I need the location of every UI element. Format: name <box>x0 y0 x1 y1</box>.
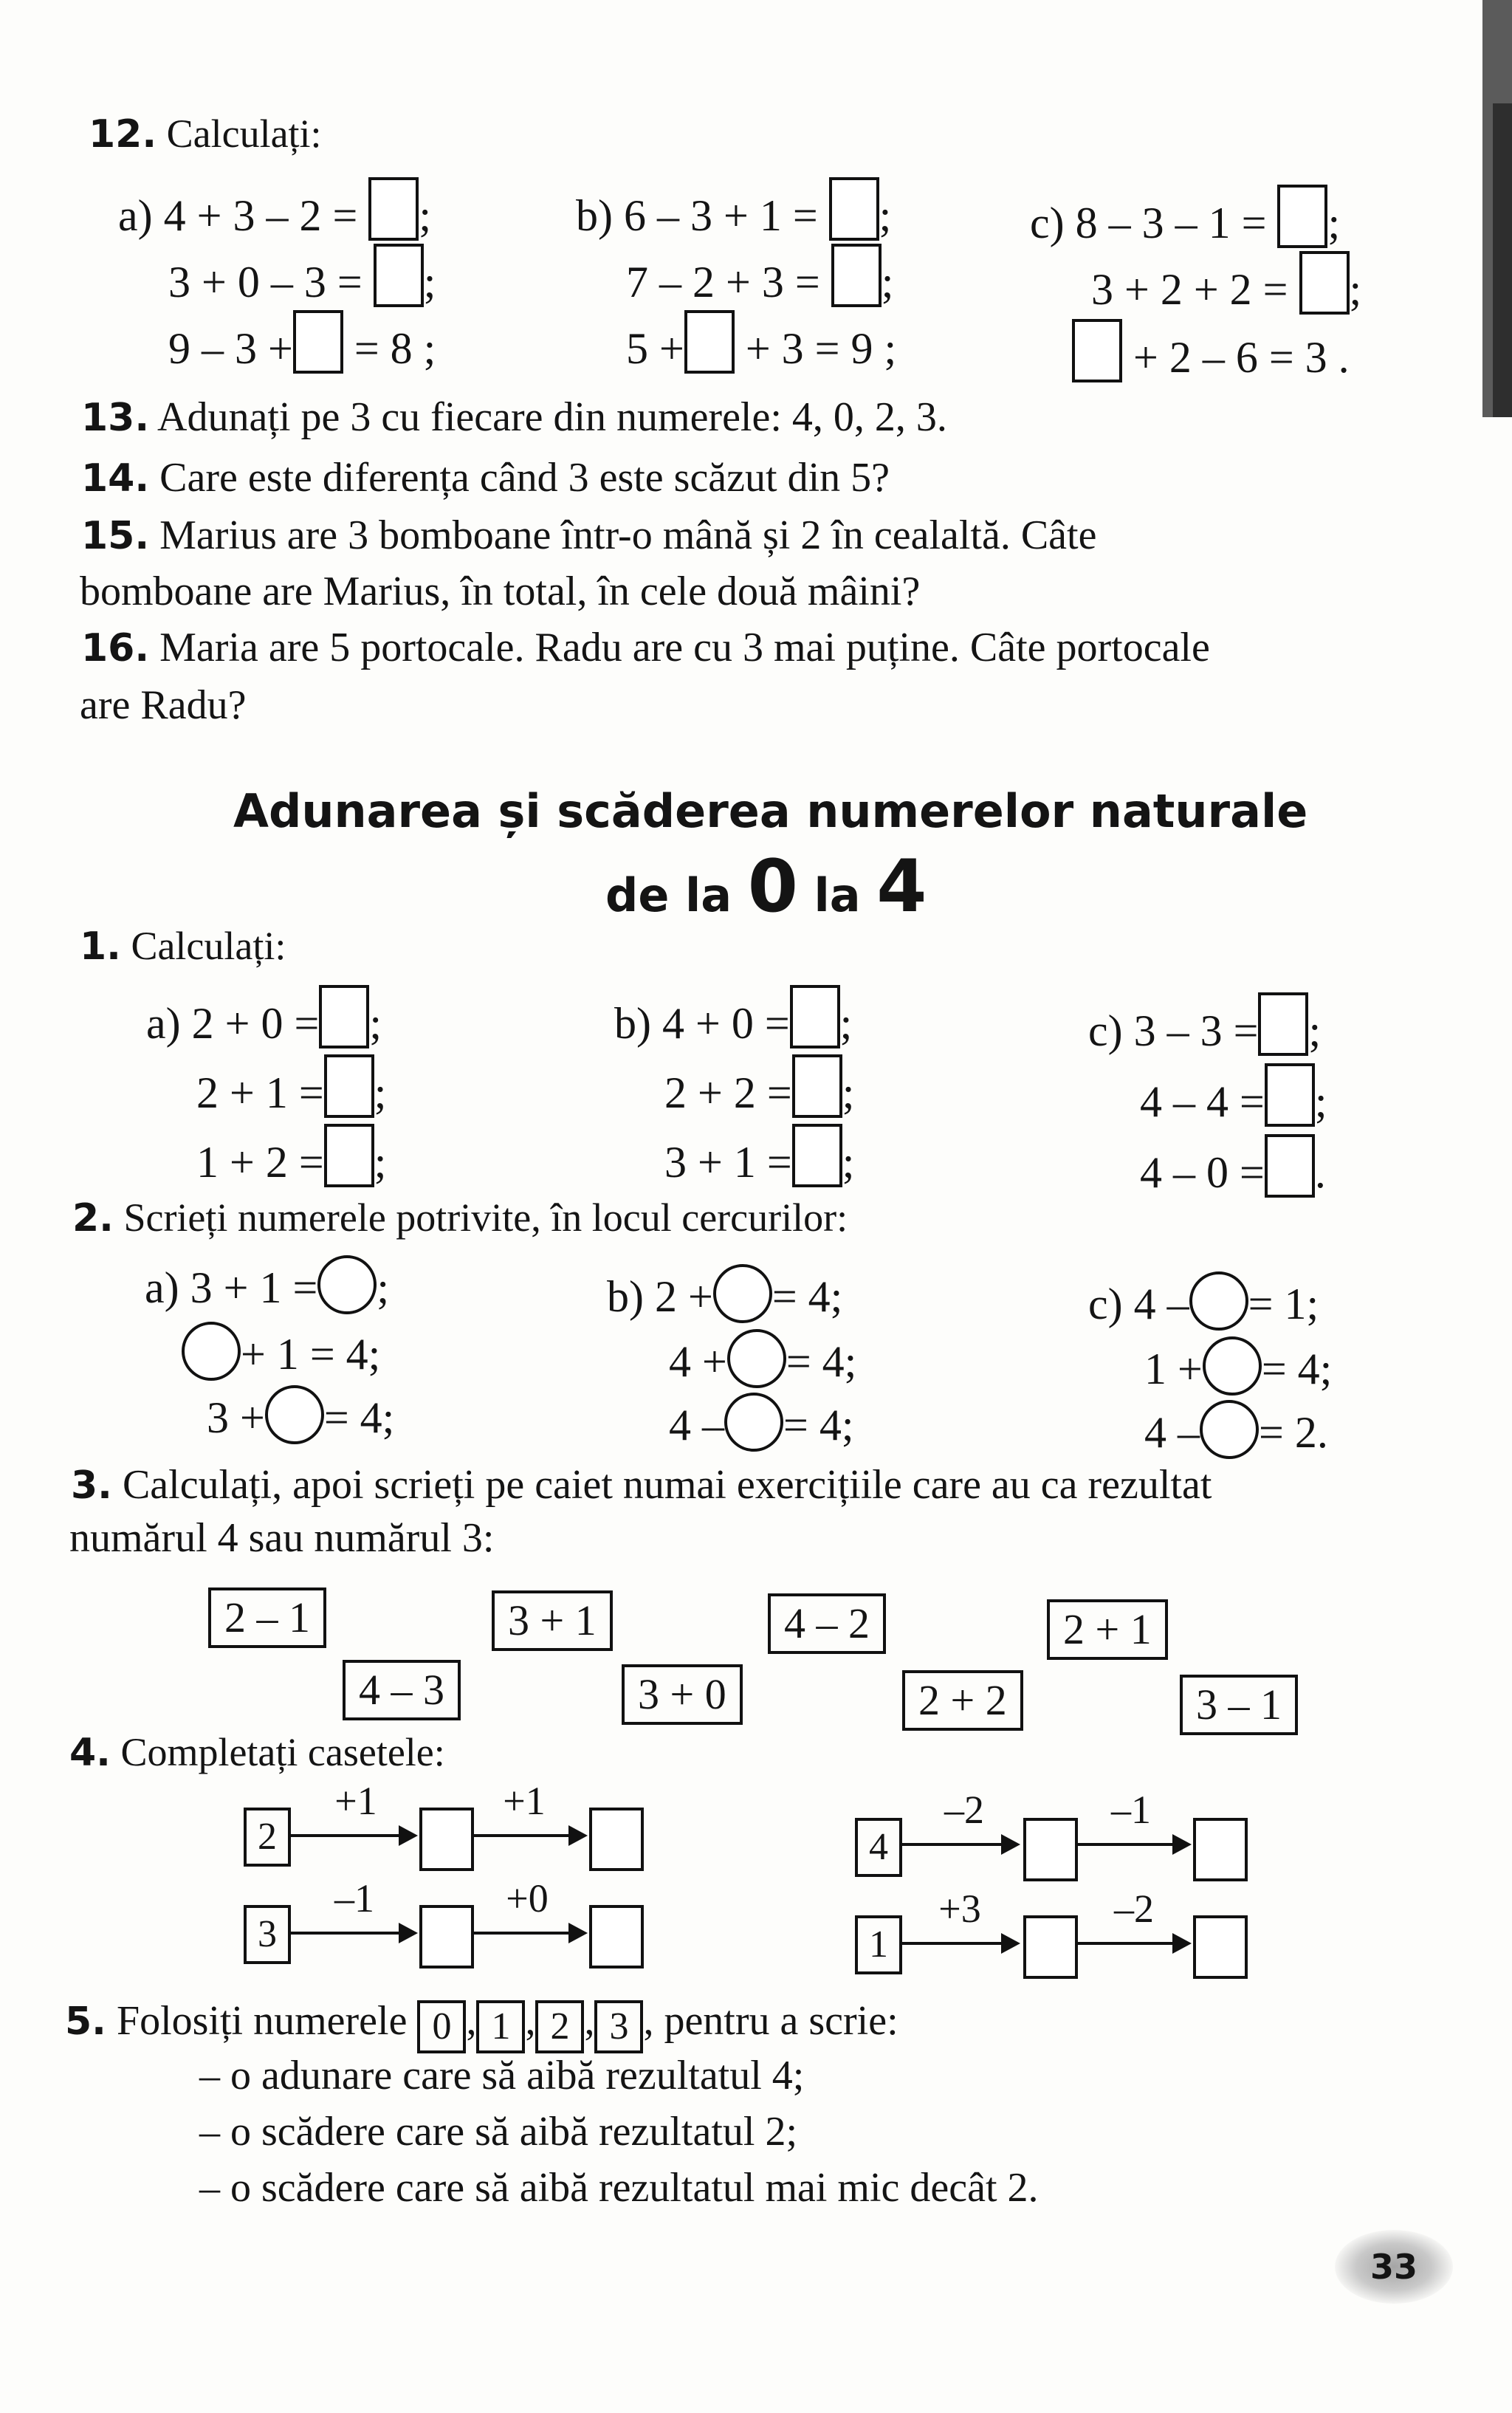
p12-a-row1 <box>118 177 431 244</box>
expression: 2 + 0 = <box>191 999 320 1048</box>
operation-label: –1 <box>1111 1788 1151 1832</box>
expression: 2 + <box>654 1272 713 1321</box>
answer-box[interactable] <box>792 1054 842 1118</box>
empty-answer-box[interactable] <box>589 1905 644 1968</box>
expression: + 1 = 4; <box>241 1330 381 1379</box>
start-number-box: 2 <box>244 1808 291 1867</box>
problem-text: Marius are 3 bomboane într-o mână și 2 în cealaltă. Câte <box>159 512 1097 558</box>
exercise-number: 2. <box>72 1196 114 1240</box>
item-label: a) <box>118 191 153 240</box>
exercise-5-item: – o scădere care să aibă rezultatul 2; <box>199 2109 798 2155</box>
expression-end: + 2 – 6 = 3 . <box>1133 333 1350 382</box>
empty-answer-box[interactable] <box>1023 1915 1078 1979</box>
e2-c-row2 <box>1144 1336 1332 1397</box>
page-edge-strip <box>1482 0 1512 417</box>
expression: 4 – 4 = <box>1140 1077 1265 1126</box>
problem-number: 14. <box>81 456 150 501</box>
problem-text: Adunați pe 3 cu fiecare din numerele: 4, 0, 2, 3. <box>157 394 947 440</box>
operation-label: –2 <box>1114 1887 1154 1931</box>
expression-end: + 3 = 9 ; <box>745 324 897 373</box>
expression: 2 + 2 = <box>664 1068 792 1117</box>
exercise-title: Calculați: <box>131 924 286 968</box>
range-start: 0 <box>747 845 798 929</box>
separator: ; <box>1349 265 1362 314</box>
problem-text: Maria are 5 portocale. Radu are cu 3 mai puține. Câte portocale <box>159 625 1210 670</box>
problem-number: 12. <box>89 112 157 157</box>
e1-a-row1 <box>146 985 382 1051</box>
separator: ; <box>1327 199 1341 247</box>
p12-c-row2 <box>1091 251 1361 318</box>
exercise-number: 4. <box>69 1731 111 1775</box>
item-label: b) <box>607 1272 644 1321</box>
separator: ; <box>879 191 892 240</box>
e1-c-row1 <box>1088 992 1321 1059</box>
expression: 4 – <box>1133 1280 1189 1328</box>
problem-number: 13. <box>81 396 150 440</box>
expression: 4 – 0 = <box>1140 1148 1265 1197</box>
answer-circle[interactable] <box>724 1393 783 1452</box>
answer-box[interactable] <box>319 985 369 1048</box>
expression-end: = 4; <box>1261 1345 1333 1393</box>
e2-a-row2 <box>182 1322 380 1382</box>
e2-c-row1 <box>1088 1271 1319 1332</box>
separator: ; <box>374 1068 387 1117</box>
problem-14 <box>81 452 890 504</box>
answer-circle[interactable] <box>182 1322 241 1381</box>
page-number: 33 <box>1335 2230 1453 2304</box>
number-tile: 0 <box>417 2000 466 2053</box>
answer-box[interactable] <box>790 985 840 1048</box>
expression: 3 + 1 = <box>190 1263 318 1312</box>
start-number-box: 1 <box>855 1915 902 1974</box>
answer-circle[interactable] <box>265 1385 324 1444</box>
answer-box[interactable] <box>792 1124 842 1187</box>
separator: ; <box>374 1138 387 1187</box>
expression-end: = 1; <box>1248 1280 1319 1328</box>
empty-answer-box[interactable] <box>589 1808 644 1871</box>
empty-answer-box[interactable] <box>1193 1915 1248 1979</box>
separator: ; <box>1314 1077 1327 1126</box>
expression: 6 – 3 + 1 = <box>623 191 818 240</box>
e2-b-row3 <box>669 1393 854 1453</box>
arrow-icon <box>474 1834 585 1837</box>
exercise-5-item: – o adunare care să aibă rezultatul 4; <box>199 2053 805 2098</box>
item-label: b) <box>576 191 613 240</box>
arrow-icon <box>902 1843 1017 1846</box>
expression: 4 – <box>1144 1408 1200 1457</box>
expression-card[interactable]: 3 + 1 <box>492 1590 613 1651</box>
e1-c-row3 <box>1140 1134 1326 1201</box>
arrow-icon <box>1078 1942 1189 1945</box>
expression: 7 – 2 + 3 = <box>626 258 820 306</box>
subtitle-text: la <box>814 868 861 922</box>
p12-b-row3 <box>626 310 896 377</box>
answer-circle[interactable] <box>1200 1400 1259 1459</box>
section-subtitle <box>605 842 927 933</box>
exercise-5-heading: 5. Folosiți numerele 0 , 1 , 2 , 3 , pentru a scrie: <box>65 1995 898 2053</box>
problem-16-line2: are Radu? <box>80 682 247 728</box>
answer-box[interactable] <box>1258 992 1308 1056</box>
separator: . <box>1314 1148 1326 1197</box>
exercise-number: 1. <box>80 924 121 969</box>
exercise-number: 5. <box>65 2000 106 2044</box>
separator: ; <box>423 258 436 306</box>
item-label: a) <box>145 1263 179 1312</box>
e1-c-row2 <box>1140 1063 1327 1130</box>
problem-number: 16. <box>81 626 150 670</box>
exercise-3-line2: numărul 4 sau numărul 3: <box>69 1515 495 1561</box>
range-end: 4 <box>876 845 927 929</box>
separator: ; <box>842 1138 855 1187</box>
number-tile: 1 <box>476 2000 525 2053</box>
answer-box[interactable] <box>1277 185 1327 248</box>
item-label: b) <box>614 999 651 1048</box>
exercise-title: Completați casetele: <box>120 1730 445 1774</box>
e1-b-row1 <box>614 985 852 1051</box>
operation-label: +1 <box>503 1779 546 1823</box>
start-number-box: 4 <box>855 1818 902 1877</box>
expression-card[interactable]: 2 + 1 <box>1047 1599 1168 1660</box>
answer-circle[interactable] <box>1203 1336 1262 1396</box>
empty-answer-box[interactable] <box>419 1808 474 1871</box>
expression: 4 – <box>669 1401 724 1449</box>
expression: 1 + <box>1144 1345 1203 1393</box>
answer-box[interactable] <box>324 1054 374 1118</box>
answer-box[interactable] <box>374 244 424 307</box>
exercise-2-heading <box>72 1193 848 1243</box>
expression: 4 + <box>669 1337 727 1386</box>
exercise-text: Folosiți numerele <box>116 1998 408 2044</box>
separator: ; <box>419 191 431 240</box>
expression-card[interactable]: 3 + 0 <box>622 1664 743 1725</box>
problem-15-line1 <box>81 509 1096 561</box>
operation-label: +1 <box>334 1779 377 1823</box>
arrow-icon <box>1078 1843 1189 1846</box>
e2-a-row3 <box>207 1385 394 1446</box>
e1-a-row3 <box>196 1124 386 1190</box>
e1-b-row3 <box>664 1124 854 1190</box>
expression-card[interactable]: 2 – 1 <box>208 1588 326 1648</box>
expression-end: = 2. <box>1259 1408 1328 1457</box>
exercise-4-heading <box>69 1728 445 1778</box>
operation-label: +0 <box>506 1876 549 1921</box>
operation-label: –2 <box>944 1788 984 1832</box>
expression-card[interactable]: 4 – 3 <box>343 1660 461 1720</box>
p12-b-row2 <box>626 244 893 310</box>
exercise-number: 3. <box>71 1463 112 1508</box>
expression: 1 + 2 = <box>196 1138 324 1187</box>
expression-end: = 4; <box>783 1401 854 1449</box>
item-label: a) <box>146 999 181 1048</box>
answer-box[interactable] <box>368 177 419 241</box>
problem-title: Calculați: <box>166 111 322 156</box>
expression-card[interactable]: 3 – 1 <box>1180 1675 1298 1735</box>
e2-b-row2 <box>669 1329 856 1390</box>
exercise-5-item: – o scădere care să aibă rezultatul mai mic decât 2. <box>199 2165 1039 2211</box>
exercise-text: Calculați, apoi scrieți pe caiet numai exercițiile care au ca rezultat <box>122 1462 1212 1508</box>
expression: 3 + 0 – 3 = <box>168 258 362 306</box>
answer-box[interactable] <box>1299 251 1350 315</box>
problem-13 <box>81 391 947 443</box>
p12-c-row3 <box>1072 319 1350 385</box>
item-label: c) <box>1088 1006 1123 1055</box>
item-label: c) <box>1088 1280 1123 1328</box>
separator: ; <box>1308 1006 1322 1055</box>
separator: ; <box>839 999 853 1048</box>
problem-number: 15. <box>81 514 150 558</box>
exercise-1-heading <box>80 921 286 972</box>
separator: ; <box>377 1263 389 1312</box>
number-tile: 3 <box>594 2000 643 2053</box>
arrow-icon <box>902 1942 1017 1945</box>
answer-circle[interactable] <box>1189 1271 1248 1331</box>
expression-card[interactable]: 4 – 2 <box>768 1593 886 1654</box>
expression: 9 – 3 + <box>168 324 293 373</box>
problem-15-line2: bomboane are Marius, în total, în cele două mâini? <box>80 569 921 614</box>
e2-a-row1 <box>145 1255 389 1316</box>
answer-box[interactable] <box>1072 319 1122 382</box>
answer-circle[interactable] <box>727 1329 786 1388</box>
p12-a-row2 <box>168 244 436 310</box>
expression: 3 – 3 = <box>1133 1006 1259 1055</box>
operation-label: +3 <box>938 1887 981 1931</box>
answer-box[interactable] <box>293 310 343 374</box>
answer-circle[interactable] <box>317 1255 377 1314</box>
p12-b-row1 <box>576 177 891 244</box>
expression-end: = 4; <box>772 1272 843 1321</box>
operation-label: –1 <box>334 1876 374 1921</box>
expression: 8 – 3 – 1 = <box>1075 199 1267 247</box>
answer-box[interactable] <box>684 310 735 374</box>
subtitle-text: de la <box>605 868 732 922</box>
expression-card[interactable]: 2 + 2 <box>902 1670 1023 1731</box>
expression-end: = 4; <box>786 1337 857 1386</box>
expression: 5 + <box>626 324 684 373</box>
answer-box[interactable] <box>1265 1063 1315 1127</box>
answer-box[interactable] <box>324 1124 374 1187</box>
arrow-icon <box>291 1834 415 1837</box>
expression: 2 + 1 = <box>196 1068 324 1117</box>
expression: 4 + 3 – 2 = <box>163 191 358 240</box>
e1-a-row2 <box>196 1054 386 1121</box>
answer-circle[interactable] <box>713 1264 772 1323</box>
problem-text: Care este diferența când 3 este scăzut din 5? <box>159 455 890 501</box>
e2-b-row1 <box>607 1264 842 1325</box>
expression-end: = 4; <box>323 1393 395 1442</box>
expression: 3 + 2 + 2 = <box>1091 265 1288 314</box>
exercise-3-line1 <box>71 1459 1212 1511</box>
expression: 3 + <box>207 1393 265 1442</box>
problem-16-line1 <box>81 622 1210 673</box>
arrow-icon <box>474 1932 585 1935</box>
e1-b-row2 <box>664 1054 854 1121</box>
separator: ; <box>842 1068 855 1117</box>
item-label: c) <box>1030 199 1065 247</box>
p12-c-row1 <box>1030 185 1340 251</box>
answer-box[interactable] <box>1265 1134 1315 1198</box>
answer-box[interactable] <box>829 177 879 241</box>
arrow-icon <box>291 1932 415 1935</box>
section-title: Adunarea și scăderea numerelor naturale <box>233 784 1308 838</box>
problem-12-heading <box>89 109 322 159</box>
expression: 3 + 1 = <box>664 1138 792 1187</box>
separator: ; <box>881 258 894 306</box>
expression-end: = 8 ; <box>354 324 436 373</box>
separator: ; <box>369 999 382 1048</box>
e2-c-row3 <box>1144 1400 1328 1460</box>
p12-a-row3 <box>168 310 436 377</box>
empty-answer-box[interactable] <box>1193 1818 1248 1881</box>
empty-answer-box[interactable] <box>1023 1818 1078 1881</box>
start-number-box: 3 <box>244 1905 291 1964</box>
exercise-title: Scrieți numerele potrivite, în locul cercurilor: <box>123 1195 848 1240</box>
empty-answer-box[interactable] <box>419 1905 474 1968</box>
number-tile: 2 <box>535 2000 584 2053</box>
exercise-text: , pentru a scrie: <box>643 1998 898 2044</box>
answer-box[interactable] <box>831 244 882 307</box>
expression: 4 + 0 = <box>662 999 790 1048</box>
